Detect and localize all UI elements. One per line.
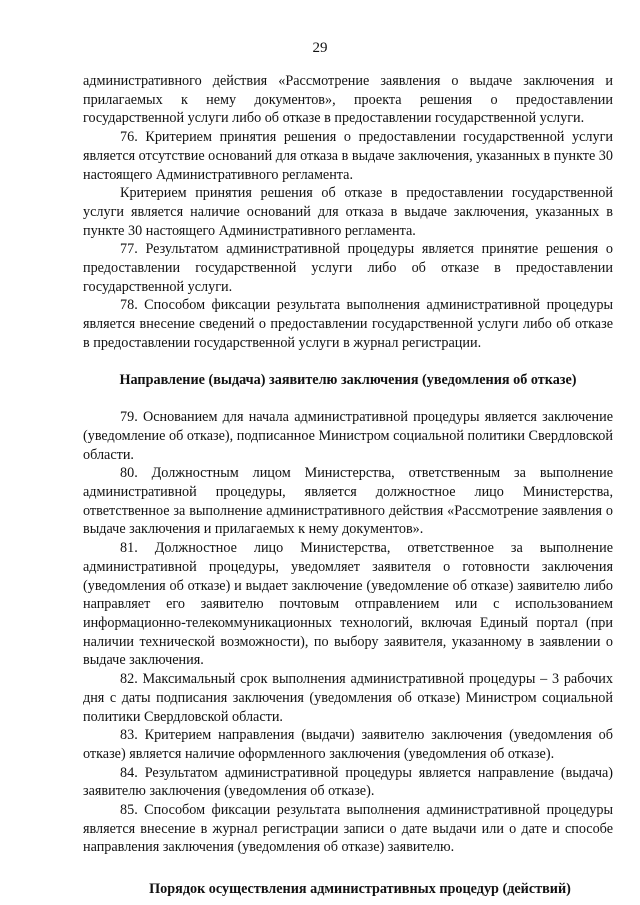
paragraph-continuation: административного действия «Рассмотрение заявления о выдаче заключения и прилагаемых к нему документов», проекта решения о предоставлении государственной услуги либо об отказе в предоставлении государственной услуги. <box>83 73 613 127</box>
page-number: 29 <box>312 40 328 56</box>
paragraph-76: 76. Критерием принятия решения о предоставлении государственной услуги является отсутствие оснований для отказа в выдаче заключения, указанных в пункте 30 настоящего Административного регламента. <box>83 129 613 183</box>
paragraph-85: 85. Способом фиксации результата выполнения административной процедуры является внесение в журнал регистрации записи о дате выдачи или о дате и способе направления заключения (уведомления об отказе) заявителю. <box>83 802 613 856</box>
final-heading: Порядок осуществления административных процедур (действий) <box>149 881 571 898</box>
paragraph-77: 77. Результатом административной процедуры является принятие решения о предоставлении государственной услуги либо об отказе в предоставлении государственной услуги. <box>83 241 613 295</box>
paragraph-82: 82. Максимальный срок выполнения административной процедуры – 3 рабочих дня с даты подписания заключения (уведомления об отказе) Министром социальной политики Свердловской области. <box>83 671 613 725</box>
paragraph-refusal-criterion: Критерием принятия решения об отказе в предоставлении государственной услуги является наличие оснований для отказа в выдаче заключения, указанных в пункте 30 настоящего Административного регламента. <box>83 185 613 239</box>
paragraph-79: 79. Основанием для начала административной процедуры является заключение (уведомление об отказе), подписанное Министром социальной политики Свердловской области. <box>83 409 613 463</box>
paragraph-84: 84. Результатом административной процедуры является направление (выдача) заявителю заключения (уведомления об отказе). <box>83 764 613 800</box>
paragraph-78: 78. Способом фиксации результата выполнения административной процедуры является внесение сведений о предоставлении государственной услуги либо об отказе в предоставлении государственной услуги в журнал регистрации. <box>83 297 613 351</box>
paragraph-81: 81. Должностное лицо Министерства, ответственное за выполнение административной процедуры, уведомляет заявителя о готовности заключения (уведомления об отказе) и выдает заключение (уведомление об отказе) заявителю либо направляет его заявителю почтовым отправлением или с использованием информационно-телекоммуникационных технологий, включая Единый портал (при наличии технической возможности), по выбору заявителя, указанному в заявлении о выдаче заключения. <box>83 540 613 669</box>
section-heading: Направление (выдача) заявителю заключения (уведомления об отказе) <box>119 371 577 388</box>
document-body <box>83 72 613 899</box>
paragraph-83: 83. Критерием направления (выдачи) заявителю заключения (уведомления об отказе) является наличие оформленного заключения (уведомления об отказе). <box>83 727 613 762</box>
paragraph-80: 80. Должностным лицом Министерства, ответственным за выполнение административной процедуры, является должностное лицо Министерства, ответственное за выполнение административного действия «Рассмотрение заявления о выдаче заключения и прилагаемых к нему документов». <box>83 465 613 538</box>
